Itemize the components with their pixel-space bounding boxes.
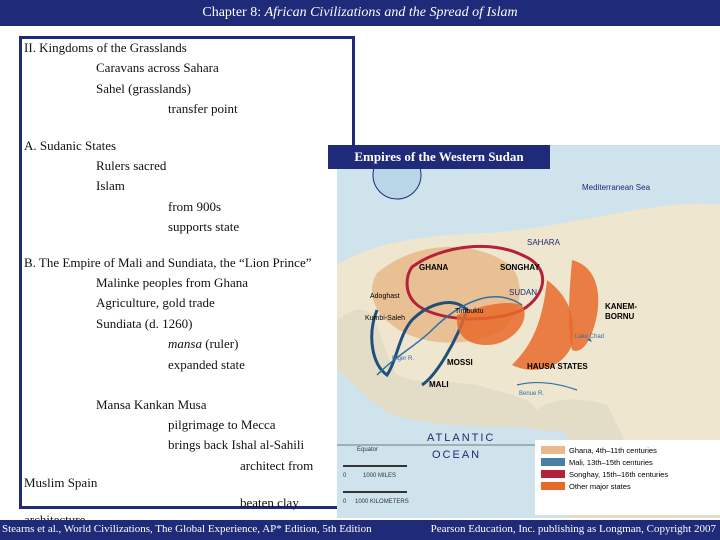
title-bar (0, 0, 720, 26)
map-label-benue: Benue R. (519, 391, 545, 397)
legend-label-ghana: Ghana, 4th–11th centuries (569, 446, 657, 455)
outline-heading-sudanic: A. Sudanic States (24, 138, 117, 153)
map-label-ghana: GHANA (419, 263, 449, 272)
map-label-mali: MALI (429, 380, 449, 389)
title-prefix: Chapter 8: (202, 5, 265, 20)
map-label-equator: Equator (357, 447, 379, 453)
outline-item-musa: Mansa Kankan Musa (96, 397, 207, 412)
legend-label-mali: Mali, 13th–15th centuries (569, 458, 653, 467)
outline-item-malinke: Malinke peoples from Ghana (96, 275, 248, 290)
scale-label-km: 1000 KILOMETERS (355, 499, 409, 505)
legend-label-other: Other major states (569, 482, 631, 491)
map-title-banner: Empires of the Western Sudan (328, 145, 550, 169)
map-label-kumbi: Kumbi-Saleh (365, 315, 406, 322)
outline-item-caravans: Caravans across Sahara (96, 60, 219, 75)
map-label-bornu: BORNU (605, 312, 635, 321)
map-label-adoghast: Adoghast (370, 293, 400, 300)
outline-item-sundiata: Sundiata (d. 1260) (96, 316, 193, 331)
outline-item-pilgrimage: pilgrimage to Mecca (168, 417, 276, 432)
map-label-sahara: SAHARA (527, 238, 560, 247)
footer-copyright: Pearson Education, Inc. publishing as Longman, Copyright 2007 (430, 523, 716, 535)
scale-zero-miles: 0 (343, 473, 347, 479)
map-label-hausa: HAUSA STATES (527, 362, 588, 371)
map-label-mossi: MOSSI (447, 358, 473, 367)
outline-item-mansa (168, 336, 238, 352)
outline-item-transfer: transfer point (168, 101, 238, 116)
footer-citation: Stearns et al., World Civilizations, The Global Experience, AP* Edition, 5th Edition (2, 523, 372, 535)
map-label-ocean: OCEAN (432, 449, 482, 461)
scale-zero-km: 0 (343, 499, 347, 505)
legend-swatch-songhay (541, 470, 565, 478)
western-sudan-map (337, 145, 720, 518)
outline-item-expanded: expanded state (168, 357, 245, 372)
outline-heading-mali: B. The Empire of Mali and Sundiata, the “Lion Prince” (24, 255, 312, 270)
map-label-niger: Niger R. (392, 356, 415, 362)
outline-item-ishal: brings back Ishal al-Sahili (168, 437, 305, 452)
outline-heading-kingdoms: II. Kingdoms of the Grasslands (24, 40, 187, 55)
outline-item-islam: Islam (96, 178, 125, 193)
map-label-atlantic: ATLANTIC (427, 432, 496, 444)
map-label-songhay: SONGHAY (500, 263, 540, 272)
legend-swatch-other (541, 482, 565, 490)
legend-label-songhay: Songhay, 15th–16th centuries (569, 470, 669, 479)
outline-item-rulers: Rulers sacred (96, 158, 167, 173)
map-figure (337, 145, 720, 518)
map-label-kanem: KANEM- (605, 302, 637, 311)
outline-item-spain: Muslim Spain (24, 475, 98, 490)
outline-item-900s: from 900s (168, 199, 222, 214)
title-italic: African Civilizations and the Spread of Islam (264, 5, 518, 20)
outline-item-supports: supports state (168, 219, 240, 234)
outline-item-clay: beaten clay (240, 495, 299, 510)
outline-item-sahel: Sahel (grasslands) (96, 81, 191, 96)
scale-label-miles: 1000 MILES (363, 473, 397, 479)
map-label-sudan: SUDAN (509, 288, 538, 297)
map-label-sea: Mediterranean Sea (582, 183, 651, 192)
legend-swatch-ghana (541, 446, 565, 454)
slide-title (0, 5, 720, 21)
map-label-timbuktu: Timbuktu (455, 308, 484, 315)
map-label-lake-chad: Lake Chad (575, 334, 605, 340)
outline-item-agriculture: Agriculture, gold trade (96, 295, 215, 310)
mansa-term: mansa (168, 336, 202, 351)
legend-swatch-mali (541, 458, 565, 466)
outline-item-architect: architect from (240, 458, 314, 473)
mansa-gloss: (ruler) (205, 336, 239, 351)
